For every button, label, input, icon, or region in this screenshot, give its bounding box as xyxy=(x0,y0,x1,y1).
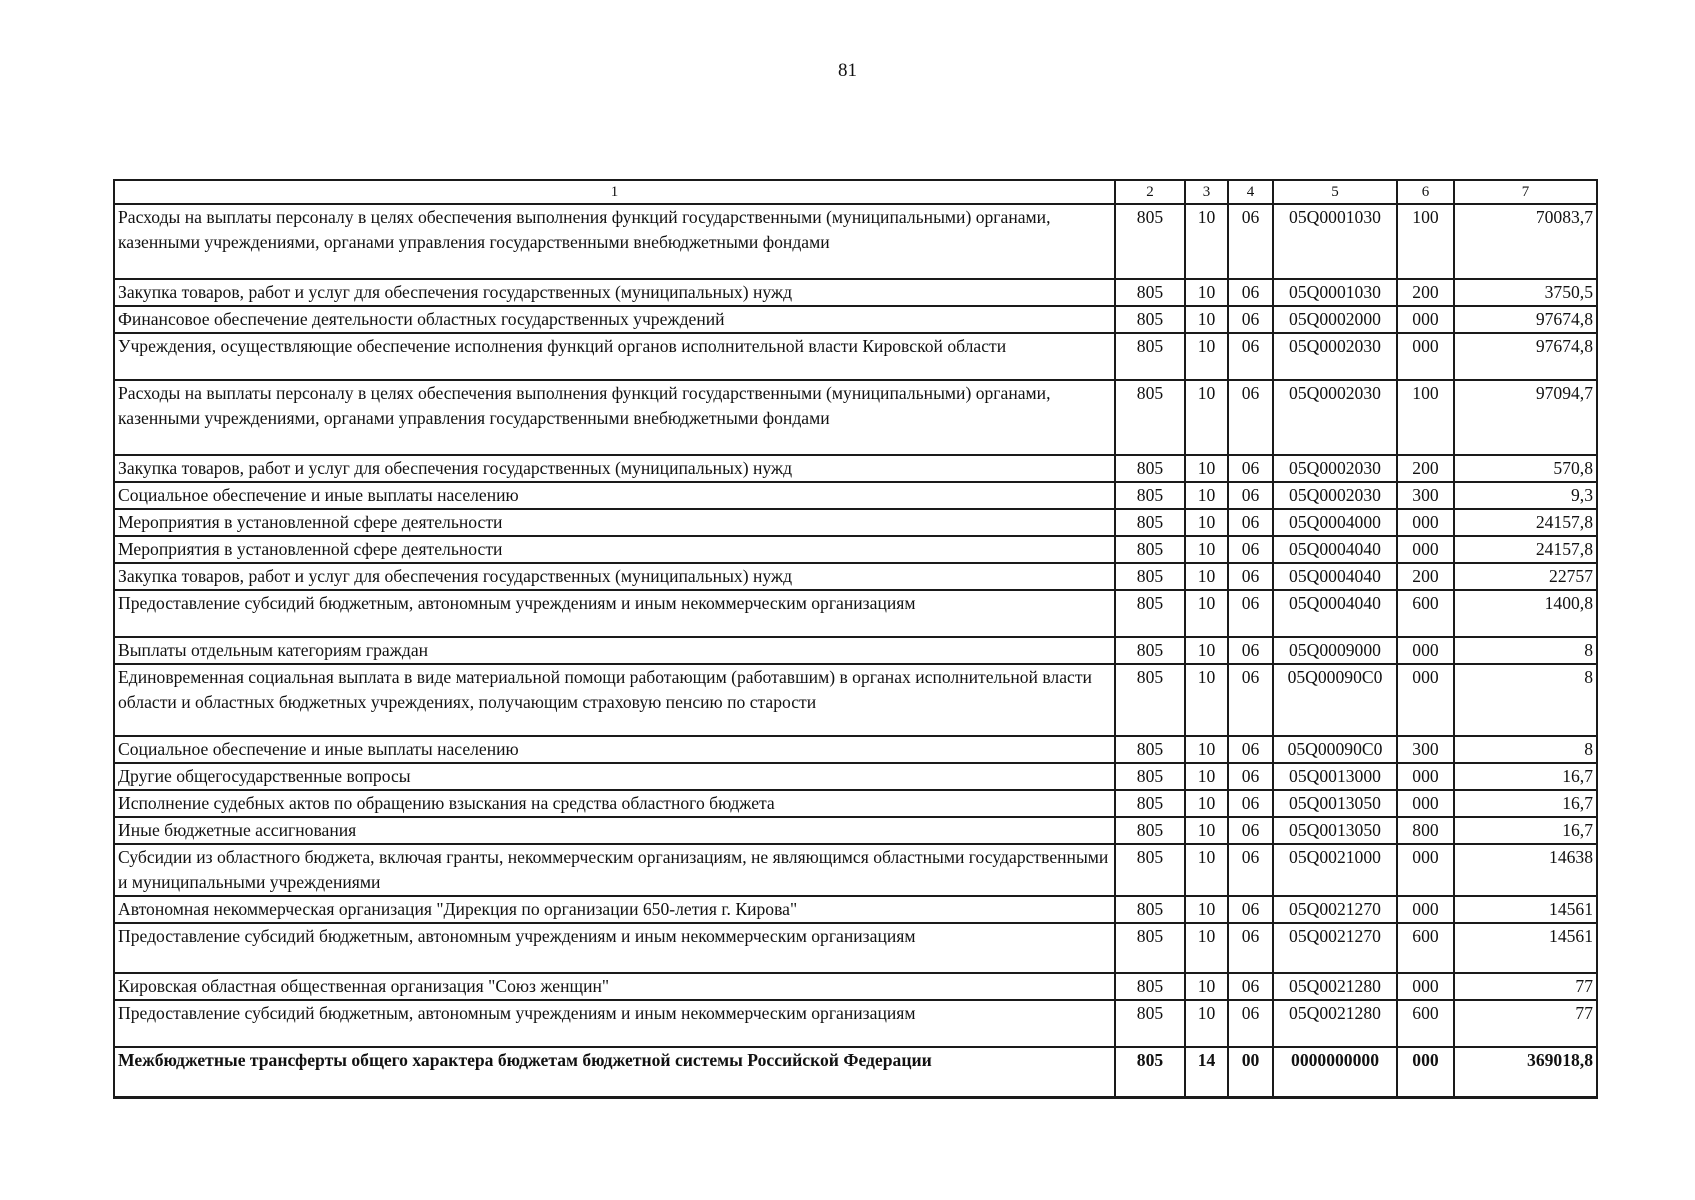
row-expense-type: 200 xyxy=(1397,279,1454,306)
row-ministry-code: 805 xyxy=(1115,333,1185,380)
header-cell-5: 5 xyxy=(1273,180,1397,204)
row-description: Межбюджетные трансферты общего характера бюджетам бюджетной системы Российской Федерации xyxy=(114,1047,1115,1097)
table-row xyxy=(114,482,1597,509)
row-expense-type: 600 xyxy=(1397,1000,1454,1047)
row-target-article: 05Q0001030 xyxy=(1273,204,1397,279)
row-subsection-code: 06 xyxy=(1228,509,1273,536)
row-target-article: 05Q0013000 xyxy=(1273,763,1397,790)
row-ministry-code: 805 xyxy=(1115,590,1185,637)
row-subsection-code: 06 xyxy=(1228,590,1273,637)
table-row xyxy=(114,736,1597,763)
row-ministry-code: 805 xyxy=(1115,509,1185,536)
row-ministry-code: 805 xyxy=(1115,736,1185,763)
row-expense-type: 100 xyxy=(1397,380,1454,455)
row-target-article: 05Q0002030 xyxy=(1273,380,1397,455)
row-description: Предоставление субсидий бюджетным, автономным учреждениям и иным некоммерческим организациям xyxy=(114,1000,1115,1047)
table-row xyxy=(114,763,1597,790)
row-section-code: 10 xyxy=(1185,333,1228,380)
row-description: Автономная некоммерческая организация "Дирекция по организации 650-летия г. Кирова" xyxy=(114,896,1115,923)
row-amount: 16,7 xyxy=(1454,790,1597,817)
row-description: Субсидии из областного бюджета, включая гранты, некоммерческим организациям, не являющимся областными государственными и муниципальными учреждениями xyxy=(114,844,1115,896)
row-amount: 97094,7 xyxy=(1454,380,1597,455)
row-section-code: 10 xyxy=(1185,817,1228,844)
row-expense-type: 000 xyxy=(1397,536,1454,563)
table-row xyxy=(114,536,1597,563)
row-amount: 14561 xyxy=(1454,896,1597,923)
row-ministry-code: 805 xyxy=(1115,790,1185,817)
table-row xyxy=(114,1000,1597,1047)
row-target-article: 05Q0021280 xyxy=(1273,973,1397,1000)
row-description: Социальное обеспечение и иные выплаты населению xyxy=(114,736,1115,763)
row-section-code: 10 xyxy=(1185,536,1228,563)
row-amount: 3750,5 xyxy=(1454,279,1597,306)
row-description: Учреждения, осуществляющие обеспечение исполнения функций органов исполнительной власти Кировской области xyxy=(114,333,1115,380)
row-subsection-code: 06 xyxy=(1228,637,1273,664)
row-subsection-code: 06 xyxy=(1228,306,1273,333)
row-ministry-code: 805 xyxy=(1115,204,1185,279)
row-section-code: 10 xyxy=(1185,923,1228,973)
row-amount: 24157,8 xyxy=(1454,509,1597,536)
row-section-code: 10 xyxy=(1185,590,1228,637)
row-description: Мероприятия в установленной сфере деятельности xyxy=(114,509,1115,536)
row-subsection-code: 06 xyxy=(1228,790,1273,817)
row-section-code: 10 xyxy=(1185,204,1228,279)
row-amount: 14638 xyxy=(1454,844,1597,896)
row-ministry-code: 805 xyxy=(1115,844,1185,896)
row-section-code: 10 xyxy=(1185,482,1228,509)
row-expense-type: 300 xyxy=(1397,736,1454,763)
row-amount: 1400,8 xyxy=(1454,590,1597,637)
table-row xyxy=(114,279,1597,306)
header-cell-3: 3 xyxy=(1185,180,1228,204)
row-amount: 8 xyxy=(1454,664,1597,736)
header-cell-1: 1 xyxy=(114,180,1115,204)
row-ministry-code: 805 xyxy=(1115,1000,1185,1047)
row-section-code: 10 xyxy=(1185,973,1228,1000)
table-row xyxy=(114,333,1597,380)
row-expense-type: 000 xyxy=(1397,844,1454,896)
row-ministry-code: 805 xyxy=(1115,763,1185,790)
row-subsection-code: 06 xyxy=(1228,333,1273,380)
row-expense-type: 000 xyxy=(1397,896,1454,923)
row-amount: 97674,8 xyxy=(1454,333,1597,380)
row-target-article: 05Q0004040 xyxy=(1273,563,1397,590)
row-ministry-code: 805 xyxy=(1115,536,1185,563)
row-subsection-code: 06 xyxy=(1228,923,1273,973)
row-description: Финансовое обеспечение деятельности областных государственных учреждений xyxy=(114,306,1115,333)
table-row xyxy=(114,896,1597,923)
row-subsection-code: 06 xyxy=(1228,896,1273,923)
row-subsection-code: 06 xyxy=(1228,844,1273,896)
row-amount: 77 xyxy=(1454,973,1597,1000)
row-ministry-code: 805 xyxy=(1115,923,1185,973)
row-target-article: 05Q0004040 xyxy=(1273,536,1397,563)
row-amount: 369018,8 xyxy=(1454,1047,1597,1097)
row-ministry-code: 805 xyxy=(1115,817,1185,844)
row-section-code: 10 xyxy=(1185,790,1228,817)
row-description: Предоставление субсидий бюджетным, автономным учреждениям и иным некоммерческим организациям xyxy=(114,923,1115,973)
row-description: Иные бюджетные ассигнования xyxy=(114,817,1115,844)
page-number: 81 xyxy=(838,60,857,81)
row-section-code: 10 xyxy=(1185,455,1228,482)
row-expense-type: 000 xyxy=(1397,664,1454,736)
table-row xyxy=(114,1047,1597,1097)
row-target-article: 05Q0021000 xyxy=(1273,844,1397,896)
row-description: Закупка товаров, работ и услуг для обеспечения государственных (муниципальных) нужд xyxy=(114,455,1115,482)
row-amount: 16,7 xyxy=(1454,763,1597,790)
row-ministry-code: 805 xyxy=(1115,896,1185,923)
row-subsection-code: 06 xyxy=(1228,536,1273,563)
table-row xyxy=(114,455,1597,482)
header-cell-7: 7 xyxy=(1454,180,1597,204)
row-target-article: 05Q0001030 xyxy=(1273,279,1397,306)
row-section-code: 10 xyxy=(1185,563,1228,590)
row-expense-type: 000 xyxy=(1397,973,1454,1000)
row-subsection-code: 06 xyxy=(1228,204,1273,279)
budget-table xyxy=(113,179,1598,1099)
table-row xyxy=(114,306,1597,333)
table-row xyxy=(114,664,1597,736)
row-ministry-code: 805 xyxy=(1115,1047,1185,1097)
row-ministry-code: 805 xyxy=(1115,279,1185,306)
row-target-article: 05Q0004000 xyxy=(1273,509,1397,536)
header-cell-6: 6 xyxy=(1397,180,1454,204)
row-amount: 97674,8 xyxy=(1454,306,1597,333)
table-row xyxy=(114,637,1597,664)
row-amount: 14561 xyxy=(1454,923,1597,973)
row-description: Исполнение судебных актов по обращению взыскания на средства областного бюджета xyxy=(114,790,1115,817)
row-description: Предоставление субсидий бюджетным, автономным учреждениям и иным некоммерческим организациям xyxy=(114,590,1115,637)
row-expense-type: 000 xyxy=(1397,790,1454,817)
row-description: Выплаты отдельным категориям граждан xyxy=(114,637,1115,664)
row-target-article: 05Q00090C0 xyxy=(1273,664,1397,736)
row-description: Социальное обеспечение и иные выплаты населению xyxy=(114,482,1115,509)
row-amount: 8 xyxy=(1454,637,1597,664)
table-row xyxy=(114,923,1597,973)
row-description: Другие общегосударственные вопросы xyxy=(114,763,1115,790)
row-section-code: 10 xyxy=(1185,279,1228,306)
row-description: Расходы на выплаты персоналу в целях обеспечения выполнения функций государственными (муниципальными) органами, казенными учреждениями, органами управления государственными внебюджетными фондами xyxy=(114,204,1115,279)
row-expense-type: 000 xyxy=(1397,333,1454,380)
table-row xyxy=(114,509,1597,536)
row-expense-type: 000 xyxy=(1397,509,1454,536)
row-target-article: 05Q0004040 xyxy=(1273,590,1397,637)
header-cell-2: 2 xyxy=(1115,180,1185,204)
row-subsection-code: 06 xyxy=(1228,763,1273,790)
row-target-article: 05Q0009000 xyxy=(1273,637,1397,664)
row-subsection-code: 06 xyxy=(1228,664,1273,736)
row-expense-type: 000 xyxy=(1397,763,1454,790)
row-subsection-code: 06 xyxy=(1228,482,1273,509)
table-row xyxy=(114,380,1597,455)
row-description: Мероприятия в установленной сфере деятельности xyxy=(114,536,1115,563)
row-ministry-code: 805 xyxy=(1115,380,1185,455)
row-description: Кировская областная общественная организация "Союз женщин" xyxy=(114,973,1115,1000)
row-description: Закупка товаров, работ и услуг для обеспечения государственных (муниципальных) нужд xyxy=(114,563,1115,590)
row-ministry-code: 805 xyxy=(1115,664,1185,736)
row-subsection-code: 06 xyxy=(1228,455,1273,482)
row-subsection-code: 06 xyxy=(1228,973,1273,1000)
row-subsection-code: 06 xyxy=(1228,817,1273,844)
row-expense-type: 300 xyxy=(1397,482,1454,509)
row-section-code: 10 xyxy=(1185,736,1228,763)
table-row xyxy=(114,790,1597,817)
table-row xyxy=(114,817,1597,844)
row-section-code: 10 xyxy=(1185,306,1228,333)
row-expense-type: 600 xyxy=(1397,590,1454,637)
row-description: Единовременная социальная выплата в виде материальной помощи работающим (работавшим) в органах исполнительной власти области и областных бюджетных учреждениях, получающим страховую пенсию по старости xyxy=(114,664,1115,736)
row-description: Расходы на выплаты персоналу в целях обеспечения выполнения функций государственными (муниципальными) органами, казенными учреждениями, органами управления государственными внебюджетными фондами xyxy=(114,380,1115,455)
row-target-article: 05Q0002030 xyxy=(1273,455,1397,482)
row-amount: 16,7 xyxy=(1454,817,1597,844)
row-ministry-code: 805 xyxy=(1115,482,1185,509)
row-section-code: 10 xyxy=(1185,896,1228,923)
table-row xyxy=(114,590,1597,637)
row-expense-type: 600 xyxy=(1397,923,1454,973)
row-amount: 77 xyxy=(1454,1000,1597,1047)
row-subsection-code: 06 xyxy=(1228,736,1273,763)
table-row xyxy=(114,844,1597,896)
row-expense-type: 200 xyxy=(1397,455,1454,482)
row-target-article: 05Q0002030 xyxy=(1273,482,1397,509)
row-amount: 70083,7 xyxy=(1454,204,1597,279)
row-target-article: 05Q0002000 xyxy=(1273,306,1397,333)
row-section-code: 10 xyxy=(1185,380,1228,455)
row-description: Закупка товаров, работ и услуг для обеспечения государственных (муниципальных) нужд xyxy=(114,279,1115,306)
table-row xyxy=(114,563,1597,590)
row-expense-type: 800 xyxy=(1397,817,1454,844)
row-section-code: 10 xyxy=(1185,763,1228,790)
row-target-article: 05Q00090C0 xyxy=(1273,736,1397,763)
row-subsection-code: 06 xyxy=(1228,380,1273,455)
table-row xyxy=(114,204,1597,279)
row-section-code: 10 xyxy=(1185,637,1228,664)
row-section-code: 14 xyxy=(1185,1047,1228,1097)
row-section-code: 10 xyxy=(1185,844,1228,896)
row-subsection-code: 06 xyxy=(1228,563,1273,590)
row-ministry-code: 805 xyxy=(1115,973,1185,1000)
row-section-code: 10 xyxy=(1185,664,1228,736)
row-amount: 24157,8 xyxy=(1454,536,1597,563)
row-expense-type: 100 xyxy=(1397,204,1454,279)
row-subsection-code: 06 xyxy=(1228,279,1273,306)
row-expense-type: 000 xyxy=(1397,306,1454,333)
row-expense-type: 000 xyxy=(1397,637,1454,664)
row-subsection-code: 06 xyxy=(1228,1000,1273,1047)
row-amount: 22757 xyxy=(1454,563,1597,590)
row-target-article: 05Q0013050 xyxy=(1273,790,1397,817)
header-cell-4: 4 xyxy=(1228,180,1273,204)
row-ministry-code: 805 xyxy=(1115,455,1185,482)
row-ministry-code: 805 xyxy=(1115,306,1185,333)
row-target-article: 05Q0021280 xyxy=(1273,1000,1397,1047)
row-target-article: 05Q0021270 xyxy=(1273,923,1397,973)
row-target-article: 05Q0021270 xyxy=(1273,896,1397,923)
row-expense-type: 200 xyxy=(1397,563,1454,590)
row-target-article: 05Q0013050 xyxy=(1273,817,1397,844)
row-amount: 8 xyxy=(1454,736,1597,763)
row-section-code: 10 xyxy=(1185,1000,1228,1047)
table-row xyxy=(114,973,1597,1000)
row-amount: 9,3 xyxy=(1454,482,1597,509)
row-amount: 570,8 xyxy=(1454,455,1597,482)
row-target-article: 0000000000 xyxy=(1273,1047,1397,1097)
row-section-code: 10 xyxy=(1185,509,1228,536)
row-target-article: 05Q0002030 xyxy=(1273,333,1397,380)
row-subsection-code: 00 xyxy=(1228,1047,1273,1097)
row-ministry-code: 805 xyxy=(1115,563,1185,590)
row-expense-type: 000 xyxy=(1397,1047,1454,1097)
header-row xyxy=(114,180,1597,204)
row-ministry-code: 805 xyxy=(1115,637,1185,664)
